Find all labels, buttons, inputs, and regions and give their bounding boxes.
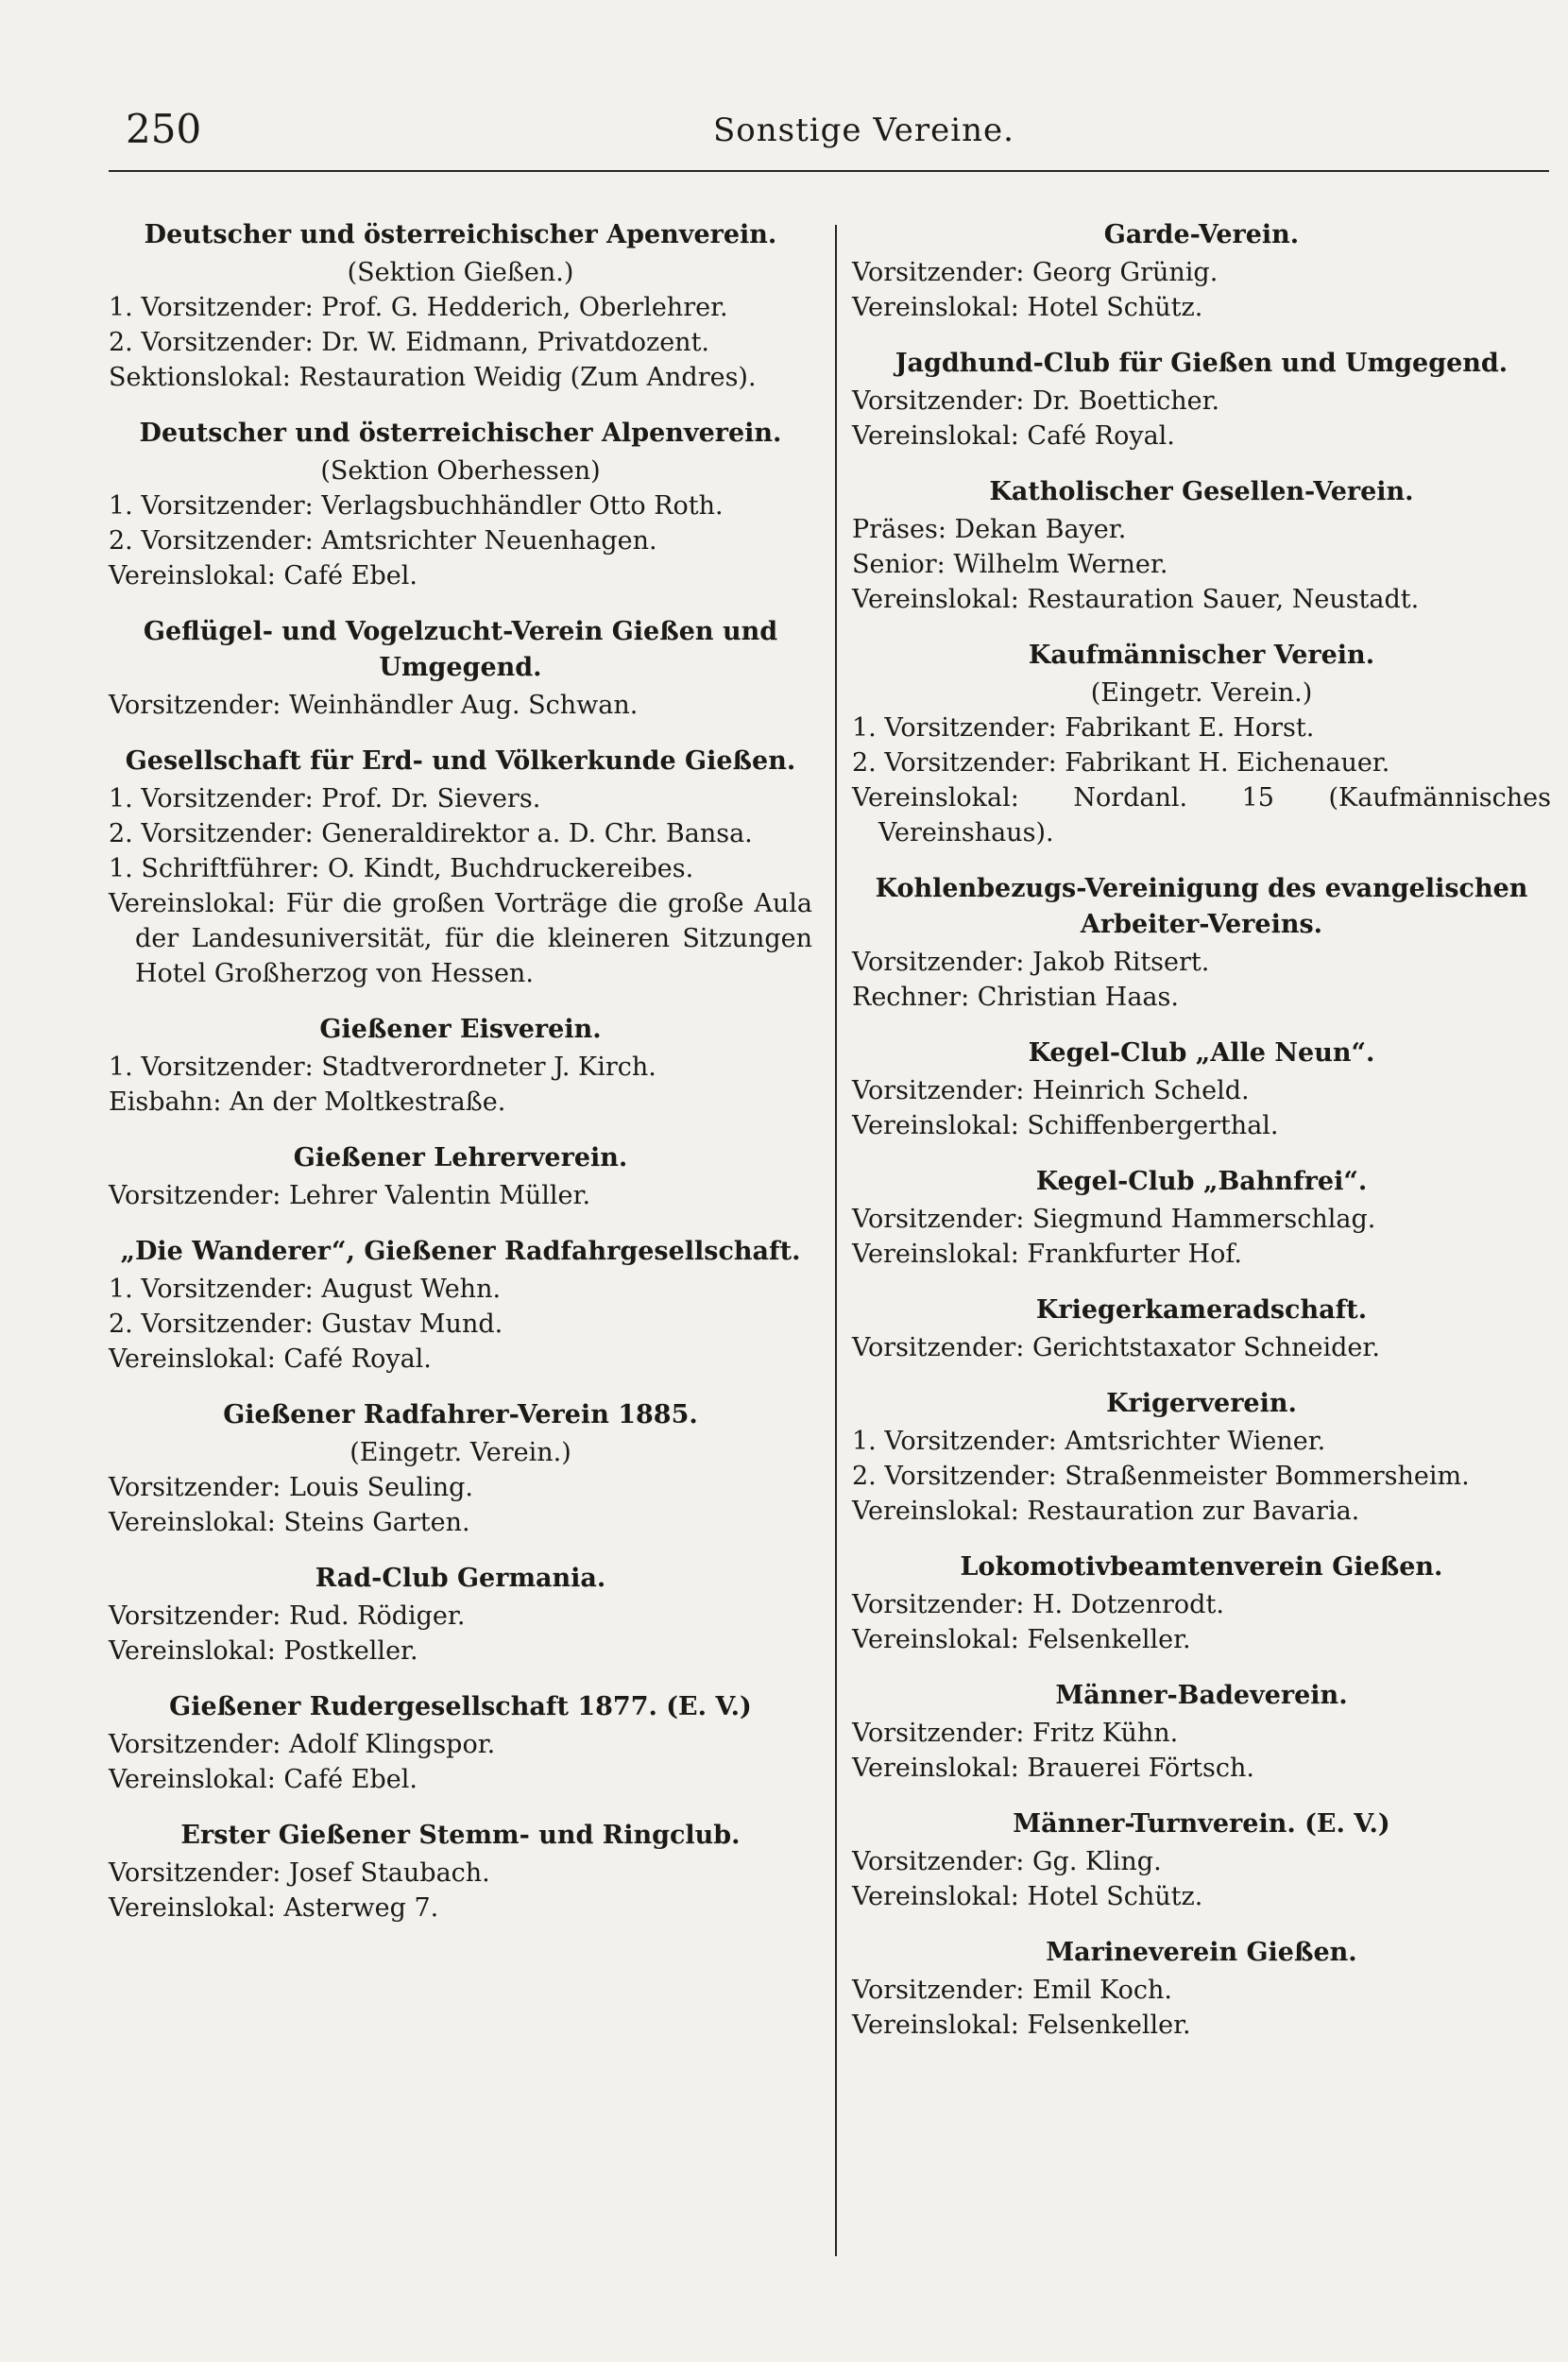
club-name: Gießener Lehrerverein. — [293, 1143, 628, 1172]
club-detail-line: Vereinslokal: Café Royal. — [109, 1344, 432, 1374]
club-subtitle: (Sektion Gießen.) — [347, 258, 574, 287]
club-detail-line: 1. Vorsitzender: Stadtverordneter J. Kirch. — [109, 1053, 656, 1082]
club-entry — [109, 1234, 812, 1377]
club-name: Marineverein Gießen. — [1046, 1938, 1357, 1967]
club-detail-line: 2. Vorsitzender: Fabrikant H. Eichenauer. — [852, 748, 1390, 778]
club-name: Männer-Turnverein. (E. V.) — [1013, 1809, 1390, 1839]
club-name: Deutscher und österreichischer Apenverein. — [144, 220, 777, 249]
club-detail-line: 1. Vorsitzender: Verlagsbuchhändler Otto Roth. — [109, 491, 724, 521]
club-detail-line: Vorsitzender: Fritz Kühn. — [852, 1719, 1179, 1748]
club-detail-line: 1. Vorsitzender: August Wehn. — [109, 1275, 502, 1304]
club-entry — [109, 744, 812, 991]
club-name: Kriegerkameradschaft. — [1035, 1295, 1368, 1325]
club-detail-line: Vereinslokal: Postkeller. — [109, 1636, 418, 1666]
club-detail-line: Vorsitzender: Louis Seuling. — [109, 1473, 474, 1502]
club-entry — [852, 1935, 1551, 2043]
club-detail-line: Vereinslokal: Schiffenbergerthal. — [852, 1111, 1279, 1140]
club-entry — [109, 1818, 812, 1926]
club-entry — [852, 474, 1551, 617]
club-name: Krigerverein. — [1106, 1389, 1297, 1418]
club-detail-line: Vereinslokal: Café Ebel. — [109, 1765, 418, 1794]
club-detail-line: Vorsitzender: Jakob Ritsert. — [852, 948, 1210, 977]
club-detail-line: Rechner: Christian Haas. — [852, 983, 1179, 1012]
club-detail-line: Vorsitzender: Gg. Kling. — [852, 1847, 1162, 1876]
club-entry — [109, 1012, 812, 1120]
club-entry — [109, 1140, 812, 1213]
club-detail-line: Vorsitzender: H. Dotzenrodt. — [852, 1590, 1224, 1619]
club-entry — [852, 638, 1551, 850]
club-entry — [852, 1292, 1551, 1365]
club-detail-line: Vereinslokal: Brauerei Förtsch. — [852, 1754, 1254, 1783]
club-detail-line: Vorsitzender: Rud. Rödiger. — [109, 1601, 466, 1631]
club-name: Deutscher und österreichischer Alpenverein. — [139, 419, 782, 448]
club-name: Gießener Eisverein. — [319, 1015, 602, 1044]
club-name: Gesellschaft für Erd- und Völkerkunde Gießen. — [125, 746, 796, 776]
club-detail-line: Senior: Wilhelm Werner. — [852, 550, 1168, 579]
club-detail-line: Vorsitzender: Lehrer Valentin Müller. — [109, 1181, 591, 1210]
club-entry — [852, 871, 1551, 1015]
club-detail-line: Vereinslokal: Felsenkeller. — [852, 1625, 1191, 1654]
club-detail-line: Vereinslokal: Frankfurter Hof. — [852, 1240, 1242, 1269]
club-entry — [109, 1397, 812, 1540]
club-entry — [852, 1036, 1551, 1143]
club-detail-line: Vereinslokal: Nordanl. 15 (Kaufmännisches Vereinshaus). — [852, 783, 1551, 847]
page-header — [109, 106, 1549, 172]
club-detail-line: Sektionslokal: Restauration Weidig (Zum Andres). — [109, 363, 757, 392]
club-detail-line: Vereinslokal: Hotel Schütz. — [852, 293, 1203, 322]
club-detail-line: Vereinslokal: Café Royal. — [852, 421, 1175, 451]
club-name: Jagdhund-Club für Gießen und Umgegend. — [895, 349, 1508, 378]
club-entry — [852, 1386, 1551, 1529]
club-name: Kohlenbezugs-Vereinigung des evangelischen Arbeiter-Vereins. — [875, 874, 1528, 939]
club-name: Katholischer Gesellen-Verein. — [989, 477, 1414, 506]
club-detail-line: 1. Schriftführer: O. Kindt, Buchdruckereibes. — [109, 854, 694, 883]
club-detail-line: 1. Vorsitzender: Prof. G. Hedderich, Oberlehrer. — [109, 293, 728, 322]
club-detail-line: 2. Vorsitzender: Amtsrichter Neuenhagen. — [109, 526, 657, 556]
club-detail-line: Vereinslokal: Asterweg 7. — [109, 1893, 439, 1923]
club-entry — [852, 346, 1551, 454]
club-detail-line: Vereinslokal: Café Ebel. — [109, 561, 418, 590]
club-entry — [109, 1561, 812, 1669]
club-detail-line: Vorsitzender: Emil Koch. — [852, 1976, 1172, 2005]
club-detail-line: 1. Vorsitzender: Amtsrichter Wiener. — [852, 1427, 1326, 1456]
left-column — [109, 217, 812, 1946]
club-name: Geflügel- und Vogelzucht-Verein Gießen und Umgegend. — [143, 617, 778, 682]
club-detail-line: Vorsitzender: Adolf Klingspor. — [109, 1730, 496, 1759]
club-name: Kegel-Club „Bahnfrei“. — [1035, 1167, 1368, 1196]
club-detail-line: Vorsitzender: Dr. Boetticher. — [852, 386, 1220, 416]
club-detail-line: 1. Vorsitzender: Fabrikant E. Horst. — [852, 713, 1315, 743]
club-name: Kegel-Club „Alle Neun“. — [1028, 1038, 1375, 1068]
club-detail-line: Vereinslokal: Für die großen Vorträge die große Aula der Landesuniversität, für die kleineren Sitzungen Hotel Großherzog von Hessen. — [109, 889, 812, 988]
club-entry — [852, 217, 1551, 325]
club-entry — [109, 614, 812, 723]
club-detail-line: Vorsitzender: Josef Staubach. — [109, 1858, 490, 1888]
club-detail-line: Eisbahn: An der Moltkestraße. — [109, 1087, 506, 1117]
running-head: Sonstige Vereine. — [713, 111, 1014, 149]
club-name: Kaufmännischer Verein. — [1028, 641, 1375, 670]
club-detail-line: 2. Vorsitzender: Straßenmeister Bommersheim. — [852, 1462, 1470, 1491]
club-detail-line: Vorsitzender: Weinhändler Aug. Schwan. — [109, 691, 639, 720]
club-name: Gießener Rudergesellschaft 1877. (E. V.) — [169, 1692, 752, 1721]
club-name: Lokomotivbeamtenverein Gießen. — [960, 1552, 1443, 1582]
club-subtitle: (Sektion Oberhessen) — [320, 456, 601, 486]
club-name: Rad-Club Germania. — [315, 1564, 606, 1593]
club-detail-line: Vereinslokal: Restauration Sauer, Neustadt. — [852, 585, 1420, 614]
club-entry — [109, 1689, 812, 1797]
club-name: Erster Gießener Stemm- und Ringclub. — [180, 1821, 741, 1850]
club-detail-line: Vorsitzender: Gerichtstaxator Schneider. — [852, 1333, 1380, 1362]
header-rule — [109, 170, 1549, 172]
club-detail-line: Vereinslokal: Restauration zur Bavaria. — [852, 1497, 1360, 1526]
club-detail-line: Präses: Dekan Bayer. — [852, 515, 1127, 544]
club-detail-line: 2. Vorsitzender: Generaldirektor a. D. Chr. Bansa. — [109, 819, 753, 848]
column-divider — [835, 225, 837, 2256]
club-detail-line: 2. Vorsitzender: Gustav Mund. — [109, 1309, 503, 1339]
club-detail-line: Vereinslokal: Hotel Schütz. — [852, 1882, 1203, 1911]
club-detail-line: Vorsitzender: Siegmund Hammerschlag. — [852, 1205, 1376, 1234]
club-entry — [852, 1164, 1551, 1272]
club-entry — [109, 217, 812, 395]
club-detail-line: Vereinslokal: Steins Garten. — [109, 1508, 470, 1537]
club-name: Garde-Verein. — [1103, 220, 1300, 249]
page-number: 250 — [126, 106, 202, 152]
club-detail-line: 2. Vorsitzender: Dr. W. Eidmann, Privatdozent. — [109, 328, 710, 357]
club-entry — [852, 1549, 1551, 1657]
club-subtitle: (Eingetr. Verein.) — [1090, 678, 1313, 708]
club-detail-line: Vorsitzender: Heinrich Scheld. — [852, 1076, 1250, 1105]
club-detail-line: Vorsitzender: Georg Grünig. — [852, 258, 1219, 287]
club-detail-line: Vereinslokal: Felsenkeller. — [852, 2011, 1191, 2040]
club-detail-line: 1. Vorsitzender: Prof. Dr. Sievers. — [109, 784, 541, 813]
club-name: „Die Wanderer“, Gießener Radfahrgesellschaft. — [120, 1237, 801, 1266]
club-entry — [852, 1678, 1551, 1786]
club-entry — [109, 416, 812, 593]
club-name: Männer-Badeverein. — [1055, 1681, 1348, 1710]
club-subtitle: (Eingetr. Verein.) — [349, 1438, 571, 1467]
club-name: Gießener Radfahrer-Verein 1885. — [223, 1400, 698, 1429]
right-column — [852, 217, 1551, 2063]
club-entry — [852, 1806, 1551, 1914]
